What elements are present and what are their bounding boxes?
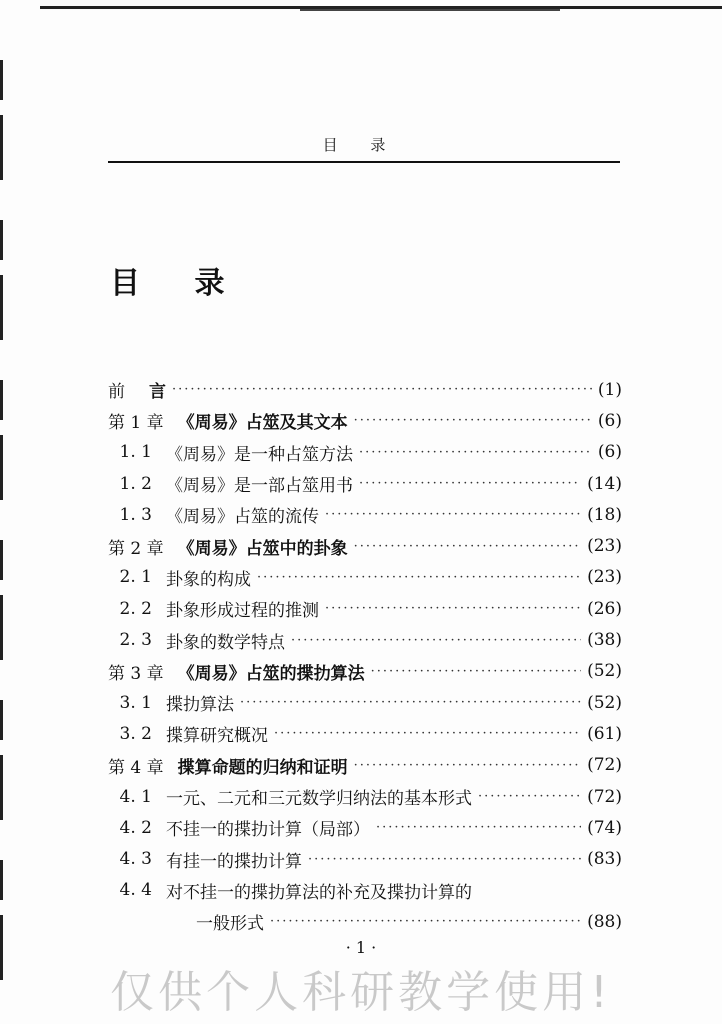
- toc-entry-page: (52): [587, 661, 622, 682]
- toc-entry-title: 一元、二元和三元数学归纳法的基本形式: [166, 789, 472, 809]
- toc-entry-number: 4. 1: [119, 786, 152, 807]
- toc-entry-title: 有挂一的揲扐计算: [166, 851, 302, 872]
- toc-entry-page: (83): [587, 849, 622, 870]
- toc-leader-dots: [325, 601, 581, 616]
- toc-leader-dots: [172, 382, 592, 397]
- toc-entry-title: 《周易》是一种占筮方法: [166, 444, 353, 465]
- toc-entry-number: 第 3 章: [108, 663, 164, 684]
- toc-entry-number: 第 1 章: [108, 413, 164, 434]
- toc-leader-dots: [308, 852, 581, 867]
- toc-leader-dots: [354, 758, 581, 773]
- toc-entry-number: 4. 4: [119, 880, 152, 901]
- toc-leader-dots: [354, 413, 592, 428]
- toc-entry-number: 3. 2: [119, 723, 152, 744]
- toc-entry[interactable]: [108, 781, 622, 812]
- toc-leader-dots: [325, 507, 581, 522]
- toc-entry-number: 2. 2: [119, 598, 152, 619]
- toc-entry-number: 4. 3: [119, 849, 152, 870]
- toc-entry-number: 第 4 章: [108, 757, 164, 778]
- toc-entry[interactable]: [108, 812, 622, 843]
- toc-entry-title: 不挂一的揲扐计算（局部）: [166, 820, 370, 841]
- toc-entry[interactable]: [108, 718, 622, 749]
- header-rule: [108, 161, 620, 163]
- toc-entry-title: 《周易》占筮的流传: [166, 507, 319, 528]
- toc-entry-number: 1. 2: [119, 473, 152, 494]
- toc-entry-title: 揲扐算法: [166, 695, 234, 716]
- toc-entry[interactable]: [108, 437, 622, 468]
- toc-entry[interactable]: [108, 562, 622, 593]
- toc-leader-dots: [376, 820, 581, 835]
- toc-leader-dots: [371, 664, 581, 679]
- toc-entry-title: 卦象的构成: [166, 569, 251, 590]
- toc-entry[interactable]: [108, 624, 622, 655]
- running-header: 目 录: [322, 136, 400, 154]
- toc-entry-title: 《周易》占筮及其文本: [177, 413, 348, 434]
- toc-leader-dots: [478, 789, 581, 804]
- toc-entry[interactable]: [108, 530, 622, 561]
- toc-entry-page: (14): [587, 473, 622, 494]
- toc-entry-title: 揲算命题的归纳和证明: [177, 757, 348, 778]
- toc-entry-page: (1): [597, 379, 622, 400]
- toc-leader-dots: [359, 476, 581, 491]
- toc-entry[interactable]: [108, 468, 622, 499]
- toc-entry[interactable]: [108, 656, 622, 687]
- toc-entry-page: (88): [587, 911, 622, 932]
- toc-entry-title: 言: [149, 382, 166, 403]
- toc-leader-dots: [240, 695, 581, 710]
- toc-entry-title: 卦象形成过程的推测: [166, 601, 319, 622]
- toc-entry[interactable]: [108, 750, 622, 781]
- toc-entry-page: (23): [587, 567, 622, 588]
- toc-entry-number: 第 2 章: [108, 538, 164, 559]
- toc-entry[interactable]: [108, 593, 622, 624]
- toc-entry[interactable]: [108, 906, 622, 937]
- toc-entry-page: (72): [587, 786, 622, 807]
- toc-entry-title: 对不挂一的揲扐算法的补充及揲扐计算的: [166, 882, 472, 903]
- top-rule-accent: [300, 9, 560, 11]
- toc-entry-page: (38): [587, 630, 622, 651]
- toc-entry-title: 揲算研究概况: [166, 726, 268, 747]
- toc-entry-number: 4. 2: [119, 817, 152, 838]
- toc-entry-page: (26): [587, 598, 622, 619]
- toc-leader-dots: [291, 633, 581, 648]
- toc-entry-page: (52): [587, 692, 622, 713]
- toc-entry-number: 3. 1: [119, 692, 152, 713]
- watermark: 仅供个人科研教学使用!: [110, 967, 612, 1018]
- toc-entry-page: (74): [587, 817, 622, 838]
- toc-entry[interactable]: [108, 687, 622, 718]
- page-title: 目 录: [110, 266, 247, 301]
- toc-entry-page: (23): [587, 536, 622, 557]
- toc-entry-title: 卦象的数学特点: [166, 632, 285, 653]
- toc-entry-title: 《周易》是一部占筮用书: [166, 476, 353, 497]
- toc-leader-dots: [270, 914, 581, 929]
- toc-entry-number: 1. 1: [119, 442, 152, 463]
- page-number: · 1 ·: [345, 938, 377, 957]
- toc-entry-title: 《周易》占筮的揲扐算法: [177, 663, 365, 684]
- toc-entry[interactable]: [108, 405, 622, 436]
- toc-entry[interactable]: [108, 875, 622, 906]
- toc-entry-page: (18): [587, 504, 622, 525]
- toc-entry-page: (6): [597, 442, 622, 463]
- toc-entry-number: 2. 1: [119, 567, 152, 588]
- toc-entry-page: (61): [587, 723, 622, 744]
- toc-entry-title: 《周易》占筮中的卦象: [177, 538, 348, 559]
- scan-edge: [0, 60, 3, 1010]
- toc-leader-dots: [359, 445, 592, 460]
- table-of-contents: [108, 374, 622, 937]
- toc-entry-number: 前: [108, 382, 125, 403]
- toc-entry[interactable]: [108, 843, 622, 874]
- toc-entry[interactable]: [108, 499, 622, 530]
- toc-leader-dots: [257, 570, 581, 585]
- toc-leader-dots: [274, 726, 581, 741]
- toc-entry-number: 2. 3: [119, 630, 152, 651]
- toc-entry-number: 1. 3: [119, 504, 152, 525]
- toc-entry-title: 一般形式: [196, 914, 264, 935]
- toc-leader-dots: [354, 539, 581, 554]
- toc-entry-page: (72): [587, 755, 622, 776]
- toc-entry[interactable]: [108, 374, 622, 405]
- toc-entry-page: (6): [597, 410, 622, 431]
